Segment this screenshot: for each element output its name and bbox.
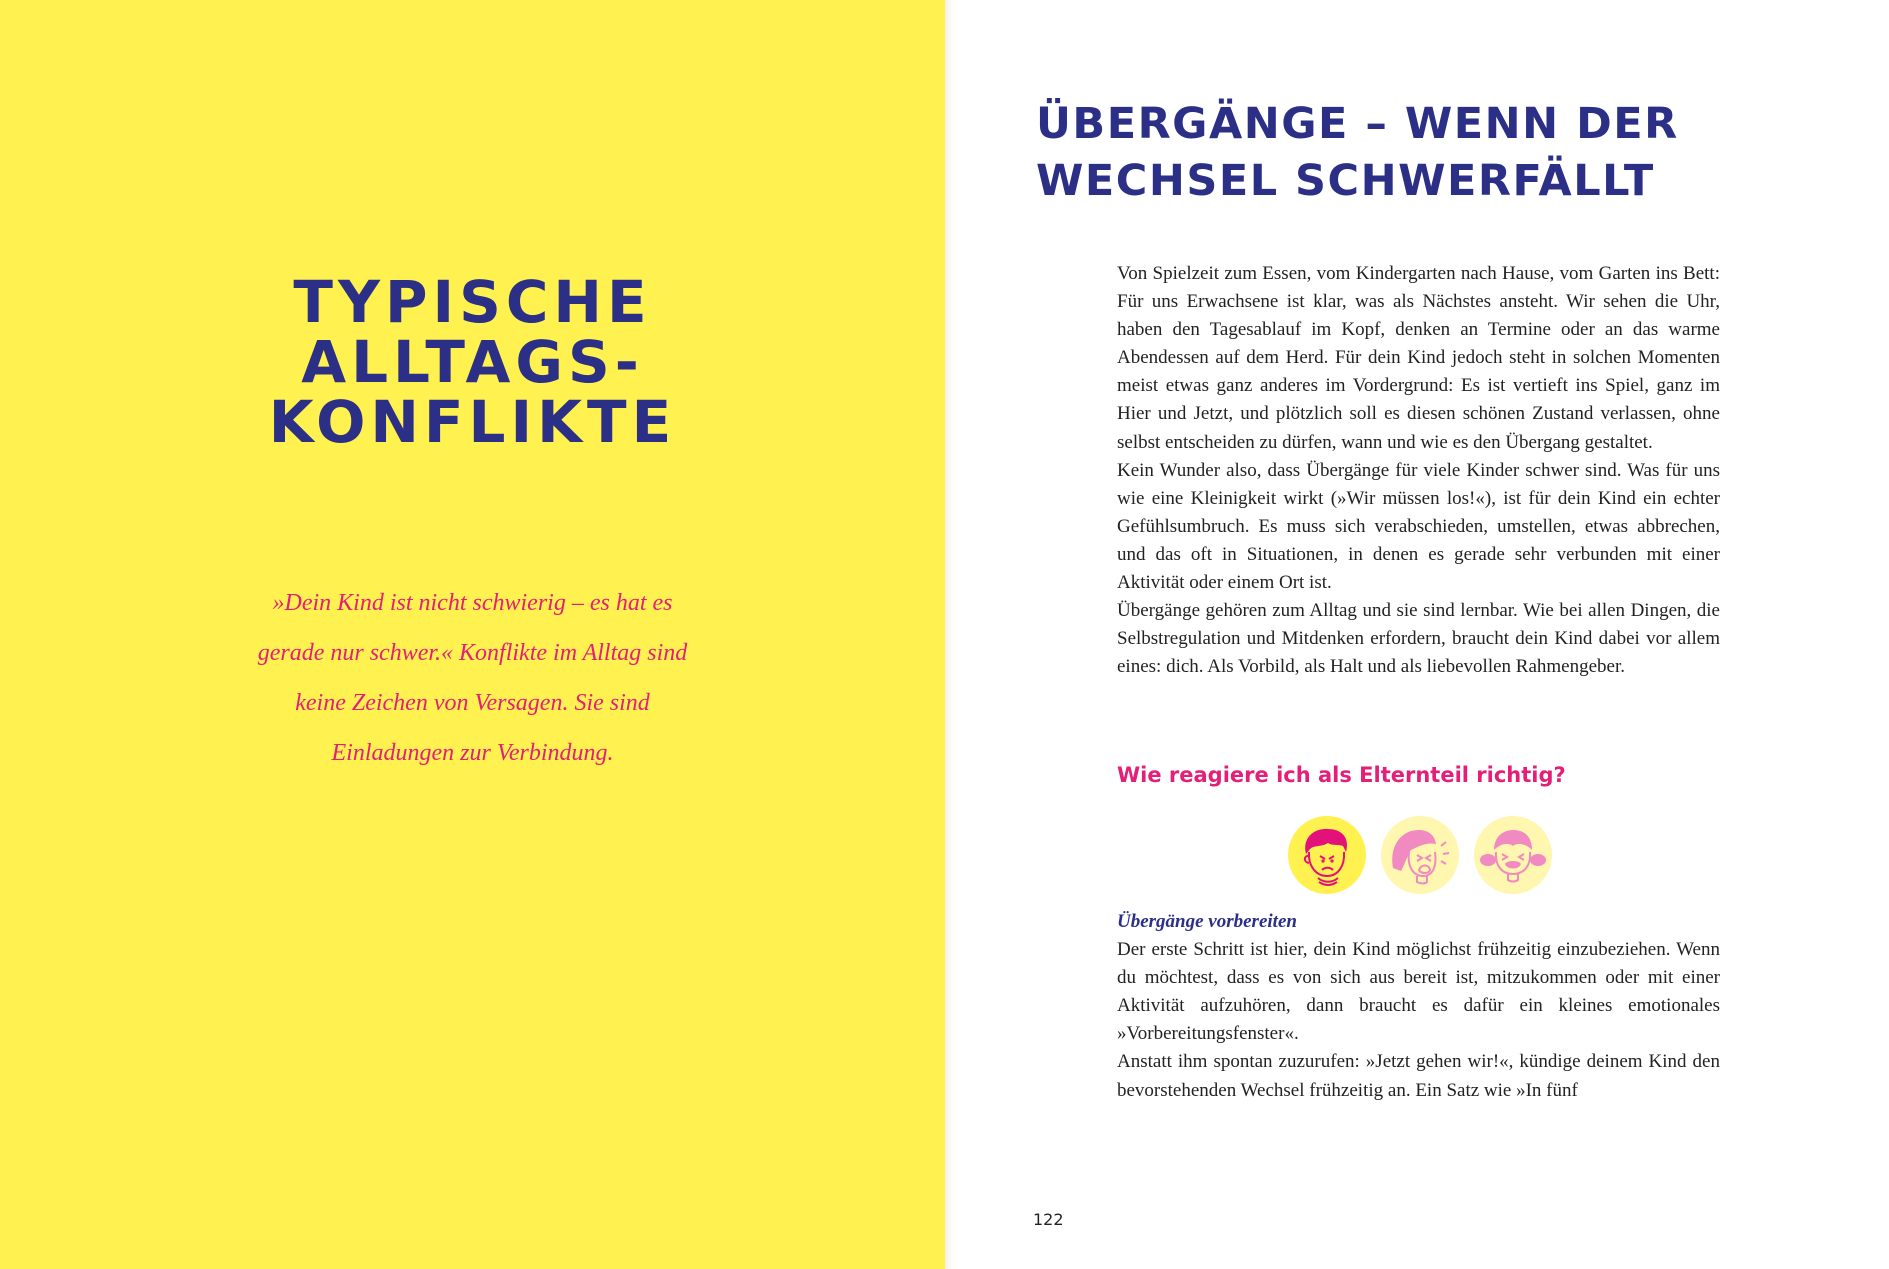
paragraph: Von Spielzeit zum Essen, vom Kindergarten nach Hause, vom Garten ins Bett: Für uns Erwachsene ist klar, was als Nächstes ansteht. Wir sehen die Uhr, haben den Tagesablauf im Kopf, denken an Termine oder an das warme Abendessen auf dem Herd. Für dein Kind jedoch steht in solchen Momenten meist etwas ganz anderes im Vordergrund: Es ist vertieft ins Spiel, ganz im Hier und Jetzt, und plötzlich soll es diesen schönen Zustand verlassen, ohne selbst entscheiden zu dürfen, wann und wie es den Übergang gestaltet. — [1117, 263, 1720, 453]
quote-line: Einladungen zur Verbindung. — [331, 740, 614, 766]
chapter-title-line: KONFLIKTE — [268, 388, 677, 456]
quote-line: gerade nur schwer.« Konflikte im Alltag sind — [257, 640, 688, 666]
subheading: Wie reagiere ich als Elternteil richtig? — [1117, 763, 1566, 787]
paragraph: Anstatt ihm spontan zuzurufen: »Jetzt gehen wir!«, kündige deinem Kind den bevorstehenden Wechsel frühzeitig an. Ein Satz wie »In fünf — [1117, 1051, 1720, 1101]
body-text — [1117, 260, 1720, 681]
page-number: 122 — [1033, 1210, 1064, 1229]
angry-boy-face-icon — [1288, 816, 1366, 894]
minor-heading: Übergänge vorbereiten — [1117, 911, 1297, 932]
crying-girl-pigtails-face-icon — [1474, 816, 1552, 894]
body-text-section-2 — [1117, 908, 1720, 1105]
chapter-title-line: ALLTAGS- — [301, 328, 644, 396]
paragraph: Übergänge gehören zum Alltag und sie sind lernbar. Wie bei allen Dingen, die Selbstregulation und Mitdenken erfordern, braucht dein Kind dabei vor allem eines: dich. Als Vorbild, als Halt und als liebevollen Rahmengeber. — [1117, 600, 1720, 678]
paragraph: Kein Wunder also, dass Übergänge für viele Kinder schwer sind. Was für uns wie eine Kleinigkeit wirkt (»Wir müssen los!«), ist für dein Kind ein echter Gefühlsumbruch. Es muss sich verabschieden, umstellen, etwas abbrechen, und das oft in Situationen, in denen es gerade sehr verbunden mit einer Aktivität oder einem Ort ist. — [1117, 459, 1720, 594]
section-title-line: ÜBERGÄNGE – WENN DER — [1036, 99, 1679, 149]
shouting-girl-face-icon — [1381, 816, 1459, 894]
quote-line: keine Zeichen von Versagen. Sie sind — [295, 690, 650, 716]
pull-quote — [230, 578, 715, 778]
chapter-title-line: TYPISCHE — [293, 268, 652, 336]
emotion-faces-row — [1288, 816, 1588, 896]
quote-line: »Dein Kind ist nicht schwierig – es hat es — [272, 590, 673, 616]
paragraph: Der erste Schritt ist hier, dein Kind möglichst frühzeitig einzubeziehen. Wenn du möchtest, dass es von sich aus bereit ist, mitzukommen oder mit einer Aktivität aufzuhören, dann braucht es dafür ein kleines emotionales »Vorbereitungsfenster«. — [1117, 939, 1720, 1045]
section-title — [1036, 96, 1796, 210]
section-title-line: WECHSEL SCHWERFÄLLT — [1036, 156, 1655, 206]
page-gutter — [945, 0, 953, 1269]
